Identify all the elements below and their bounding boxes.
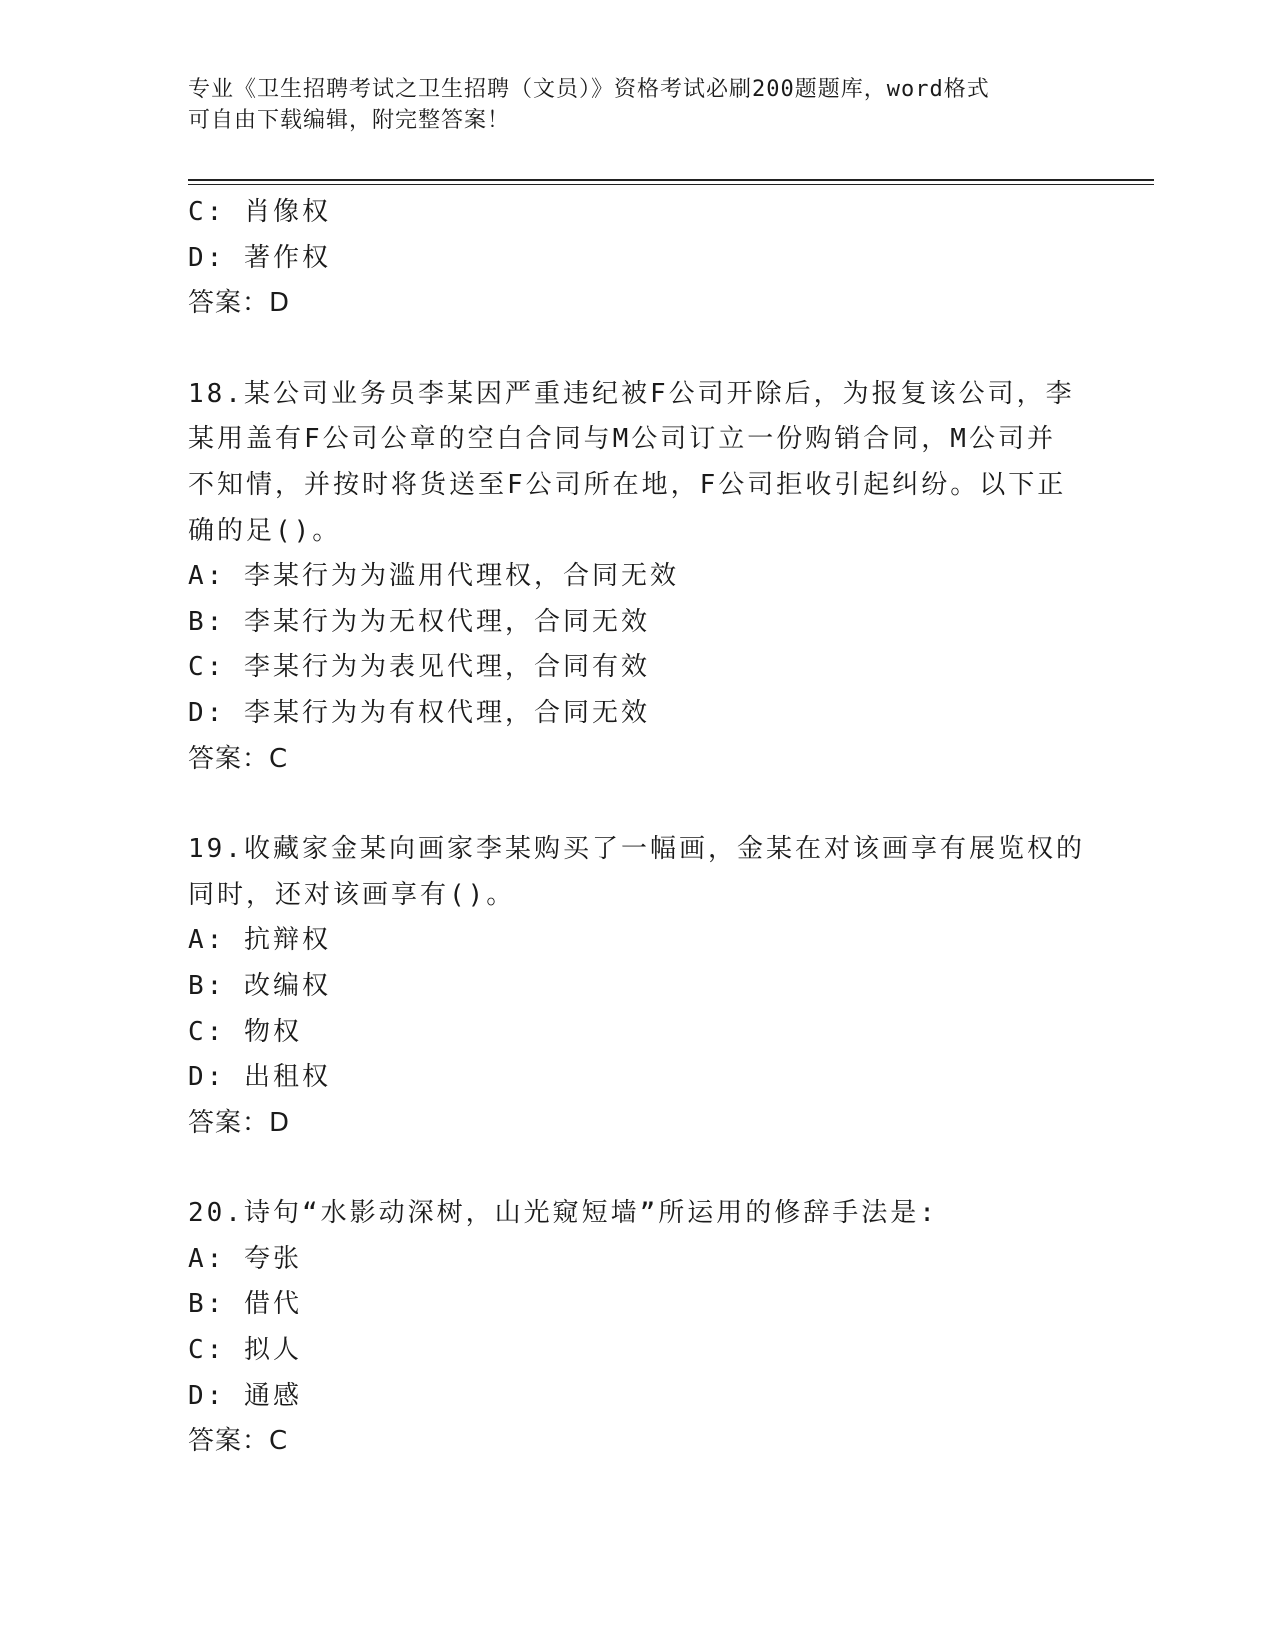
header-title-line1: 专业《卫生招聘考试之卫生招聘（文员）》资格考试必刷200题题库，word格式 xyxy=(188,77,990,102)
header-title-line2: 可自由下载编辑，附完整答案！ xyxy=(188,108,511,133)
option-c: C: 肖像权 xyxy=(188,197,331,227)
option-a: A: 夸张 xyxy=(188,1243,302,1274)
question-stem-line: 不知情，并按时将货送至F公司所在地，F公司拒收引起纠纷。以下正 xyxy=(188,469,1067,500)
option-d: D: 李某行为为有权代理，合同无效 xyxy=(188,697,650,728)
answer-label: 答案：C xyxy=(188,743,289,774)
question-19 xyxy=(188,827,1088,1146)
question-20 xyxy=(188,1191,1088,1465)
question-18 xyxy=(188,372,1088,782)
answer-label: 答案：C xyxy=(188,1426,289,1457)
option-a: A: 李某行为为滥用代理权，合同无效 xyxy=(188,561,679,592)
question-stem-line: 19.收藏家金某向画家李某购买了一幅画，金某在对该画享有展览权的 xyxy=(188,834,1085,865)
question-list xyxy=(188,190,1088,1465)
spacer xyxy=(188,1146,1088,1191)
option-b: B: 李某行为为无权代理，合同无效 xyxy=(188,606,650,637)
option-d: D: 著作权 xyxy=(188,242,331,273)
answer-label: 答案：D xyxy=(188,288,291,319)
option-d: D: 通感 xyxy=(188,1380,302,1411)
option-c: C: 拟人 xyxy=(188,1335,302,1366)
question-stem-line: 18.某公司业务员李某因严重违纪被F公司开除后，为报复该公司，李 xyxy=(188,378,1075,409)
question-stem-line: 20.诗句“水影动深树，山光窥短墙”所运用的修辞手法是: xyxy=(188,1198,938,1229)
option-c: C: 李某行为为表见代理，合同有效 xyxy=(188,652,650,683)
header-divider-thick xyxy=(188,179,1154,181)
option-a: A: 抗辩权 xyxy=(188,925,331,956)
question-stem-line: 同时，还对该画享有()。 xyxy=(188,879,516,910)
spacer xyxy=(188,327,1088,372)
document-header xyxy=(188,74,1088,136)
question-stem-line: 某用盖有F公司公章的空白合同与M公司订立一份购销合同，M公司并 xyxy=(188,424,1056,455)
option-b: B: 改编权 xyxy=(188,970,331,1001)
spacer xyxy=(188,782,1088,827)
question-stem-line: 确的足()。 xyxy=(188,515,342,546)
option-c: C: 物权 xyxy=(188,1016,302,1047)
question-17-tail xyxy=(188,190,1088,327)
header-divider-thin xyxy=(188,184,1154,185)
option-d: D: 出租权 xyxy=(188,1062,331,1093)
option-b: B: 借代 xyxy=(188,1289,302,1320)
answer-label: 答案：D xyxy=(188,1107,291,1138)
